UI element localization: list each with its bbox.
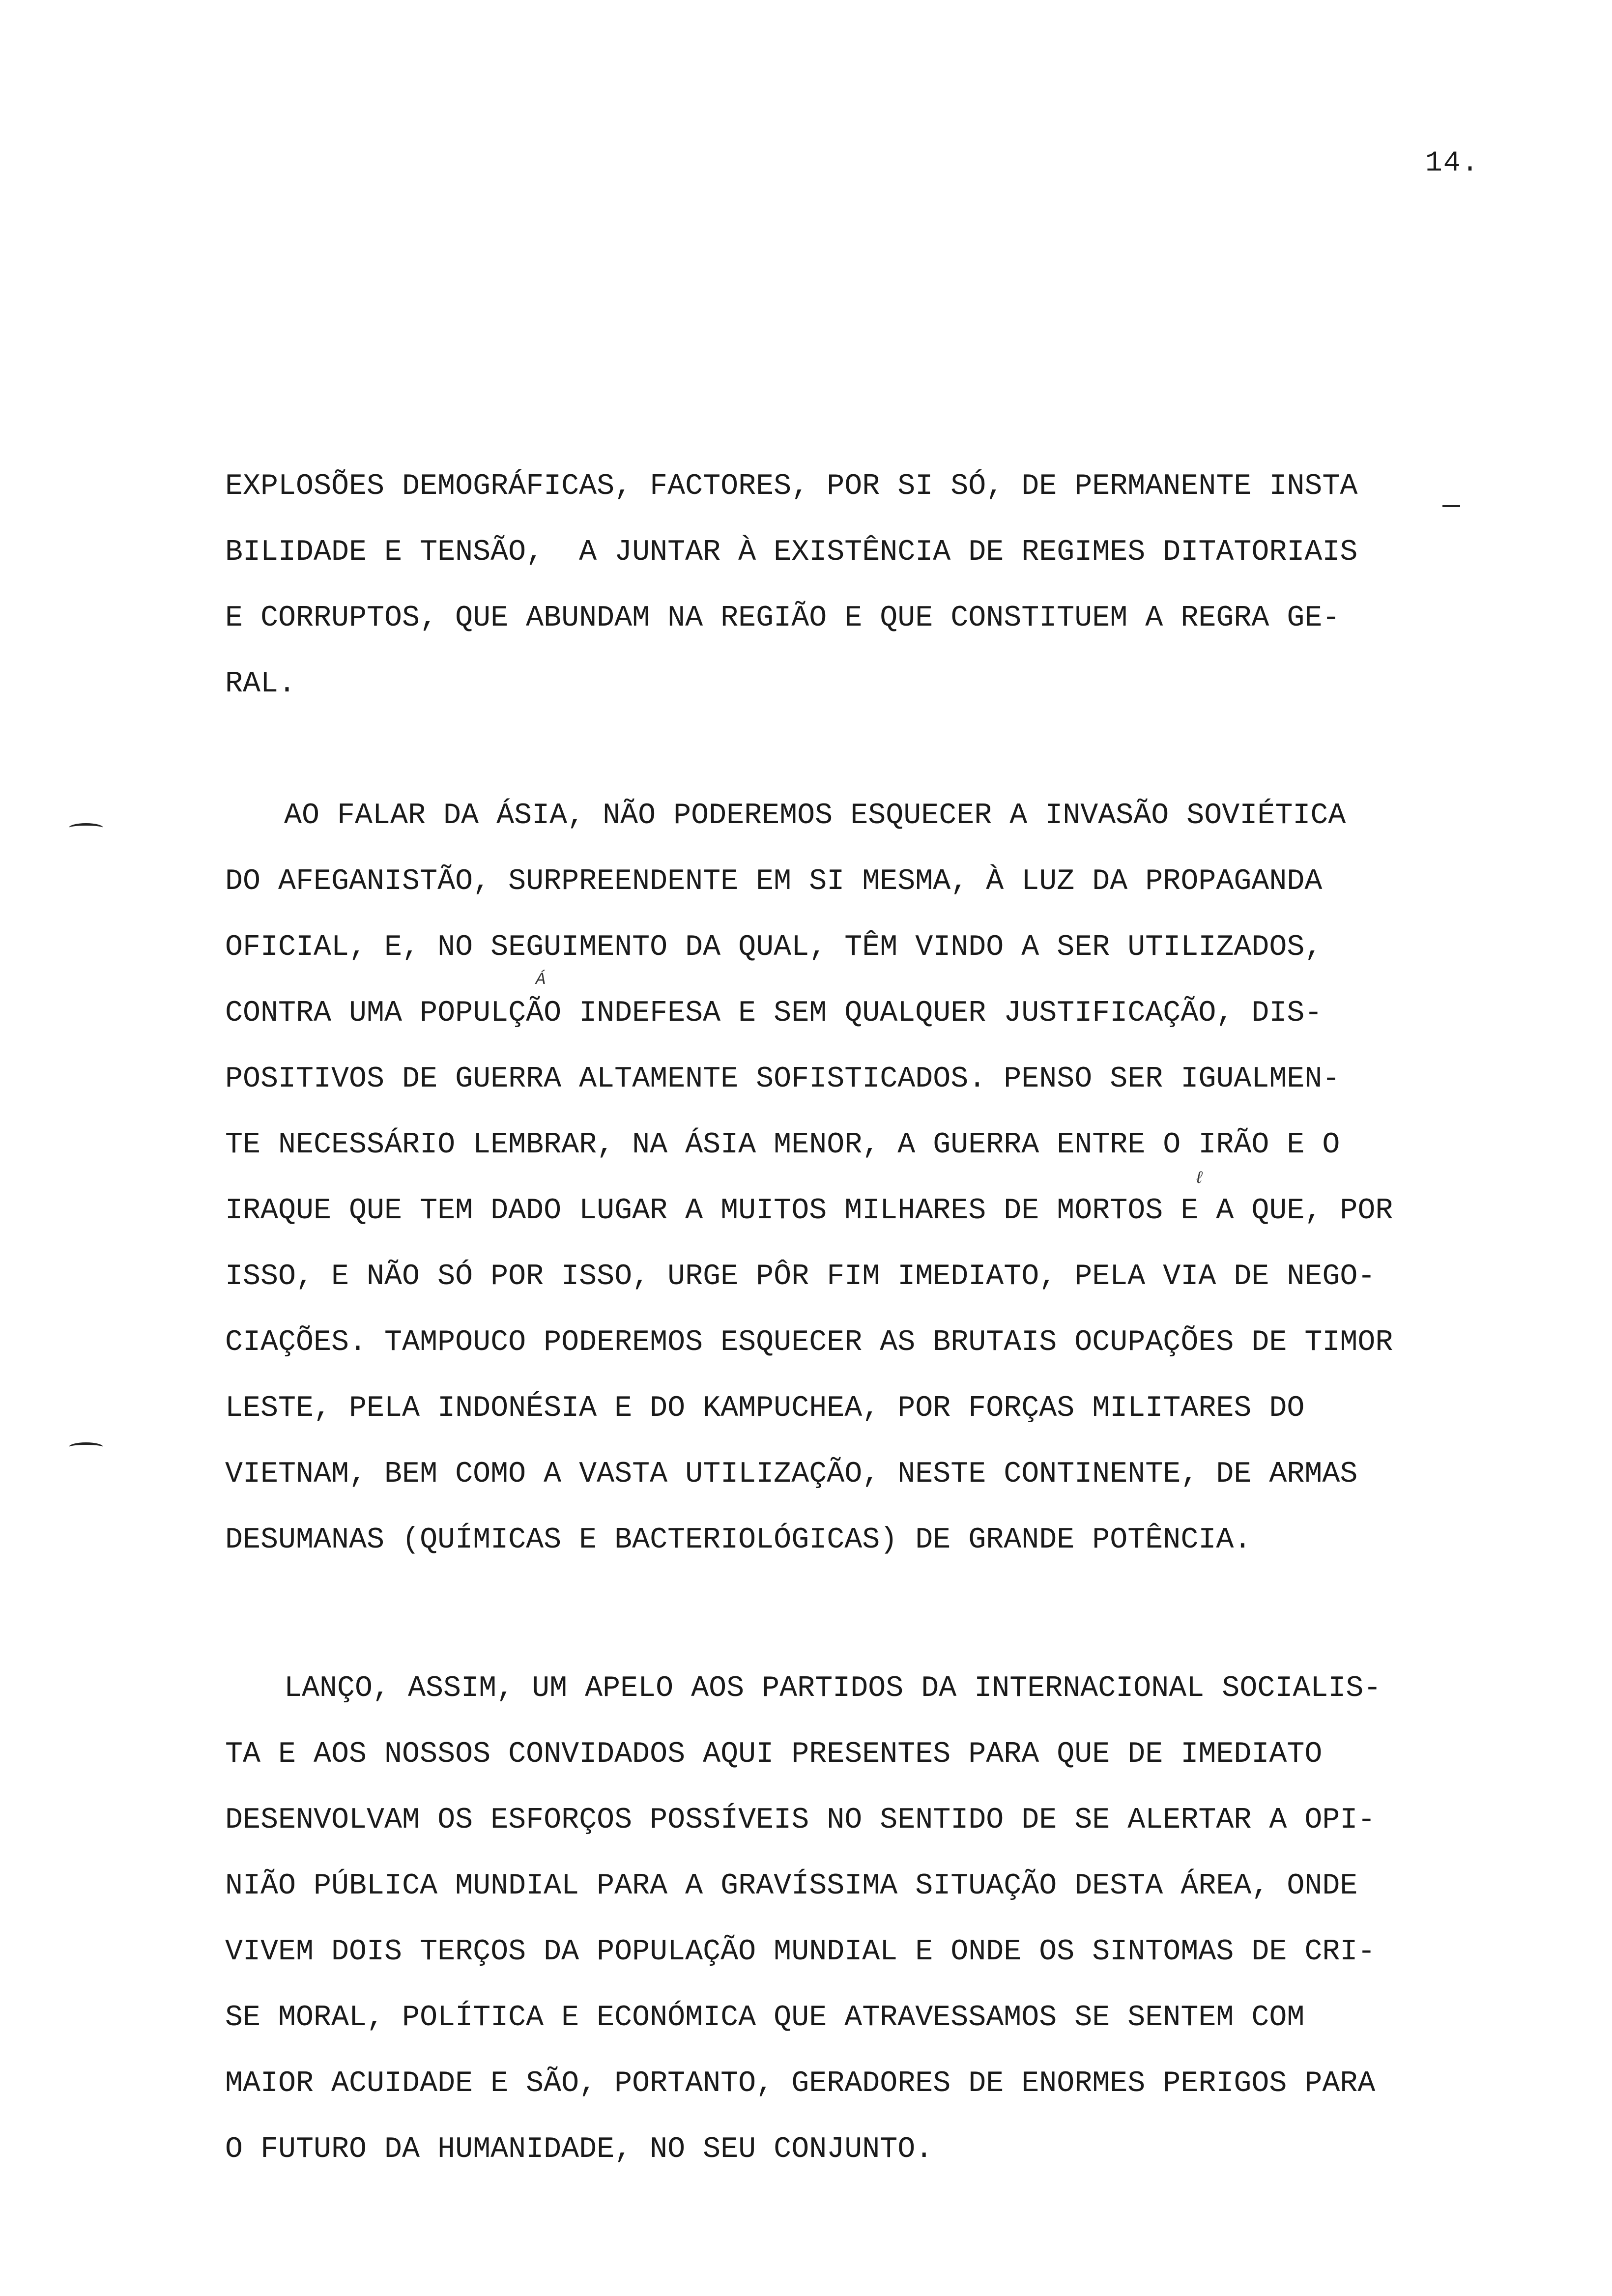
margin-mark bbox=[69, 1442, 103, 1452]
page-number: 14. bbox=[1425, 147, 1480, 179]
text-line: BILIDADE E TENSÃO, A JUNTAR À EXISTÊNCIA DE REGIMES DITATORIAIS bbox=[225, 536, 1358, 569]
text-line: ISSO, E NÃO SÓ POR ISSO, URGE PÔR FIM IMEDIATO, PELA VIA DE NEGO- bbox=[225, 1260, 1376, 1293]
text-line: E CORRUPTOS, QUE ABUNDAM NA REGIÃO E QUE CONSTITUEM A REGRA GE- bbox=[225, 602, 1340, 635]
text-line: EXPLOSÕES DEMOGRÁFICAS, FACTORES, POR SI SÓ, DE PERMANENTE INSTA bbox=[225, 470, 1358, 503]
handwritten-insertion: Á bbox=[536, 971, 546, 989]
text-line: CIAÇÕES. TAMPOUCO PODEREMOS ESQUECER AS BRUTAIS OCUPAÇÕES DE TIMOR bbox=[225, 1326, 1393, 1359]
text-line: TA E AOS NOSSOS CONVIDADOS AQUI PRESENTES PARA QUE DE IMEDIATO bbox=[225, 1738, 1323, 1771]
text-line: VIETNAM, BEM COMO A VASTA UTILIZAÇÃO, NESTE CONTINENTE, DE ARMAS bbox=[225, 1458, 1358, 1491]
text-line: DESENVOLVAM OS ESFORÇOS POSSÍVEIS NO SENTIDO DE SE ALERTAR A OPI- bbox=[225, 1804, 1376, 1837]
text-line: RAL. bbox=[225, 667, 296, 701]
text-line: TE NECESSÁRIO LEMBRAR, NA ÁSIA MENOR, A GUERRA ENTRE O IRÃO E O bbox=[225, 1128, 1340, 1162]
underline-mark bbox=[1442, 505, 1460, 507]
text-line: DO AFEGANISTÃO, SURPREENDENTE EM SI MESMA, À LUZ DA PROPAGANDA bbox=[225, 865, 1323, 898]
handwritten-insertion: ℓ bbox=[1194, 1170, 1205, 1188]
text-line: O FUTURO DA HUMANIDADE, NO SEU CONJUNTO. bbox=[225, 2133, 933, 2166]
text-line: NIÃO PÚBLICA MUNDIAL PARA A GRAVÍSSIMA SITUAÇÃO DESTA ÁREA, ONDE bbox=[225, 1869, 1358, 1903]
text-line: AO FALAR DA ÁSIA, NÃO PODEREMOS ESQUECER A INVASÃO SOVIÉTICA bbox=[284, 799, 1346, 832]
text-line: POSITIVOS DE GUERRA ALTAMENTE SOFISTICADOS. PENSO SER IGUALMEN- bbox=[225, 1062, 1340, 1096]
margin-mark bbox=[69, 823, 103, 832]
text-line: DESUMANAS (QUÍMICAS E BACTERIOLÓGICAS) DE GRANDE POTÊNCIA. bbox=[225, 1523, 1252, 1557]
text-line: SE MORAL, POLÍTICA E ECONÓMICA QUE ATRAVESSAMOS SE SENTEM COM bbox=[225, 2001, 1305, 2035]
text-line: LESTE, PELA INDONÉSIA E DO KAMPUCHEA, POR FORÇAS MILITARES DO bbox=[225, 1392, 1305, 1425]
text-line: OFICIAL, E, NO SEGUIMENTO DA QUAL, TÊM VINDO A SER UTILIZADOS, bbox=[225, 931, 1323, 964]
text-line: LANÇO, ASSIM, UM APELO AOS PARTIDOS DA INTERNACIONAL SOCIALIS- bbox=[284, 1672, 1382, 1705]
text-line: VIVEM DOIS TERÇOS DA POPULAÇÃO MUNDIAL E ONDE OS SINTOMAS DE CRI- bbox=[225, 1935, 1376, 1969]
text-line: MAIOR ACUIDADE E SÃO, PORTANTO, GERADORES DE ENORMES PERIGOS PARA bbox=[225, 2067, 1376, 2100]
text-line: IRAQUE QUE TEM DADO LUGAR A MUITOS MILHARES DE MORTOS E A QUE, POR bbox=[225, 1194, 1393, 1228]
text-line: CONTRA UMA POPULÇÃO INDEFESA E SEM QUALQUER JUSTIFICAÇÃO, DIS- bbox=[225, 997, 1323, 1030]
